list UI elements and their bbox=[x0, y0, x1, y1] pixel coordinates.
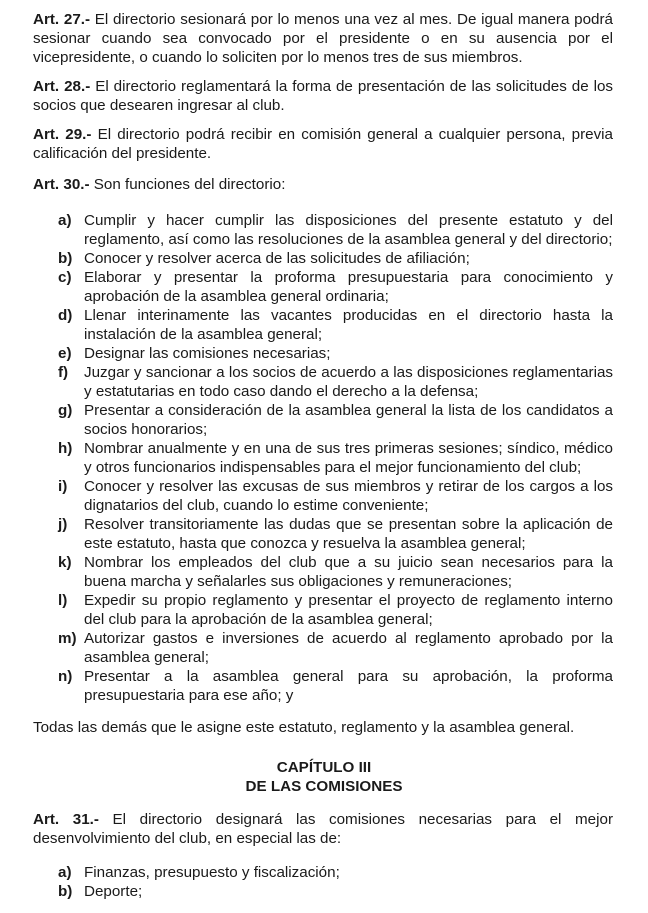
article-30-number: Art. 30.- bbox=[33, 176, 90, 193]
list-item-text: Finanzas, presupuesto y fiscalización; bbox=[84, 864, 340, 881]
list-item-text: Juzgar y sancionar a los socios de acuerdo a las disposiciones reglamentarias y estatutarias en todo caso dando el derecho a la defensa; bbox=[84, 364, 613, 400]
list-item-letter: e) bbox=[58, 345, 72, 362]
list-item bbox=[58, 268, 613, 306]
list-item bbox=[58, 249, 613, 268]
list-item bbox=[58, 477, 613, 515]
list-item-text: Llenar interinamente las vacantes producidas en el directorio hasta la instalación de la asamblea general; bbox=[84, 307, 613, 343]
list-item-letter: f) bbox=[58, 364, 69, 381]
list-item bbox=[58, 439, 613, 477]
list-item-letter: k) bbox=[58, 554, 72, 571]
list-item-letter: d) bbox=[58, 307, 73, 324]
list-item-letter: j) bbox=[58, 516, 68, 533]
article-29-number: Art. 29.- bbox=[33, 126, 92, 143]
list-item-letter: g) bbox=[58, 402, 73, 419]
list-item-text: Nombrar los empleados del club que a su juicio sean necesarios para la buena marcha y señalarles sus obligaciones y remuneraciones; bbox=[84, 554, 613, 590]
list-item-text: Cumplir y hacer cumplir las disposiciones del presente estatuto y del reglamento, así como las resoluciones de la asamblea general y del directorio; bbox=[84, 212, 613, 248]
article-31 bbox=[33, 810, 613, 848]
list-item-letter: a) bbox=[58, 212, 72, 229]
list-item bbox=[58, 211, 613, 249]
list-item-text: Nombrar anualmente y en una de sus tres primeras sesiones; síndico, médico y otros funcionarios indispensables para el mejor funcionamiento del club; bbox=[84, 440, 613, 476]
article-30-text: Son funciones del directorio: bbox=[89, 176, 286, 193]
list-item-letter: c) bbox=[58, 269, 72, 286]
list-item-text: Conocer y resolver las excusas de sus miembros y retirar de los cargos a los dignatarios del club, cuando lo estime conveniente; bbox=[84, 478, 613, 514]
article-29 bbox=[33, 125, 613, 163]
list-item-letter: m) bbox=[58, 630, 77, 647]
article-30-closing: Todas las demás que le asigne este estatuto, reglamento y la asamblea general. bbox=[33, 719, 575, 736]
article-29-text: El directorio podrá recibir en comisión general a cualquier persona, previa calificación del presidente. bbox=[33, 126, 614, 162]
list-item bbox=[58, 306, 613, 344]
list-item bbox=[58, 629, 613, 667]
list-item bbox=[58, 515, 613, 553]
list-item-letter: b) bbox=[58, 250, 73, 267]
list-item-letter: i) bbox=[58, 478, 68, 495]
list-item bbox=[58, 667, 613, 705]
list-item-text: Presentar a la asamblea general para su aprobación, la proforma presupuestaria para ese año; y bbox=[84, 668, 613, 704]
article-31-number: Art. 31.- bbox=[33, 811, 99, 828]
article-27 bbox=[33, 10, 613, 67]
list-item-letter: h) bbox=[58, 440, 73, 457]
article-28-number: Art. 28.- bbox=[33, 78, 91, 95]
list-item-letter: b) bbox=[58, 883, 73, 900]
article-27-text: El directorio sesionará por lo menos una vez al mes. De igual manera podrá sesionar cuando sea convocado por el presidente o en su ausencia por el vicepresidente, o cuando lo soliciten por lo menos tres de sus miembros. bbox=[33, 11, 614, 66]
list-item bbox=[58, 863, 613, 882]
article-28-text: El directorio reglamentará la forma de presentación de las solicitudes de los socios que desearen ingresar al club. bbox=[33, 78, 613, 114]
chapter-title: DE LAS COMISIONES bbox=[245, 778, 403, 795]
article-27-number: Art. 27.- bbox=[33, 11, 91, 28]
list-item-text: Deporte; bbox=[84, 883, 143, 900]
article-28 bbox=[33, 77, 613, 115]
list-item-text: Expedir su propio reglamento y presentar el proyecto de reglamento interno del club para la aprobación de la asamblea general; bbox=[84, 592, 613, 628]
list-item-text: Designar las comisiones necesarias; bbox=[84, 345, 331, 362]
list-item-text: Elaborar y presentar la proforma presupuestaria para conocimiento y aprobación de la asamblea general ordinaria; bbox=[84, 269, 613, 305]
list-item-text: Autorizar gastos e inversiones de acuerdo al reglamento aprobado por la asamblea general; bbox=[84, 630, 613, 666]
list-item-letter: n) bbox=[58, 668, 73, 685]
list-item-text: Conocer y resolver acerca de las solicitudes de afiliación; bbox=[84, 250, 470, 267]
article-30 bbox=[33, 175, 613, 194]
list-item bbox=[58, 344, 613, 363]
list-item bbox=[58, 882, 613, 901]
article-31-text: El directorio designará las comisiones necesarias para el mejor desenvolvimiento del club, en especial las de: bbox=[33, 811, 614, 847]
chapter-number: CAPÍTULO III bbox=[276, 759, 372, 776]
list-item-text: Resolver transitoriamente las dudas que se presentan sobre la aplicación de este estatuto, hasta que conozca y resuelva la asamblea general; bbox=[84, 516, 613, 552]
list-item-text: Presentar a consideración de la asamblea general la lista de los candidatos a socios honorarios; bbox=[84, 402, 613, 438]
list-item bbox=[58, 553, 613, 591]
list-item bbox=[58, 363, 613, 401]
list-item-letter: a) bbox=[58, 864, 72, 881]
list-item-letter: l) bbox=[58, 592, 68, 609]
list-item bbox=[58, 591, 613, 629]
list-item bbox=[58, 401, 613, 439]
